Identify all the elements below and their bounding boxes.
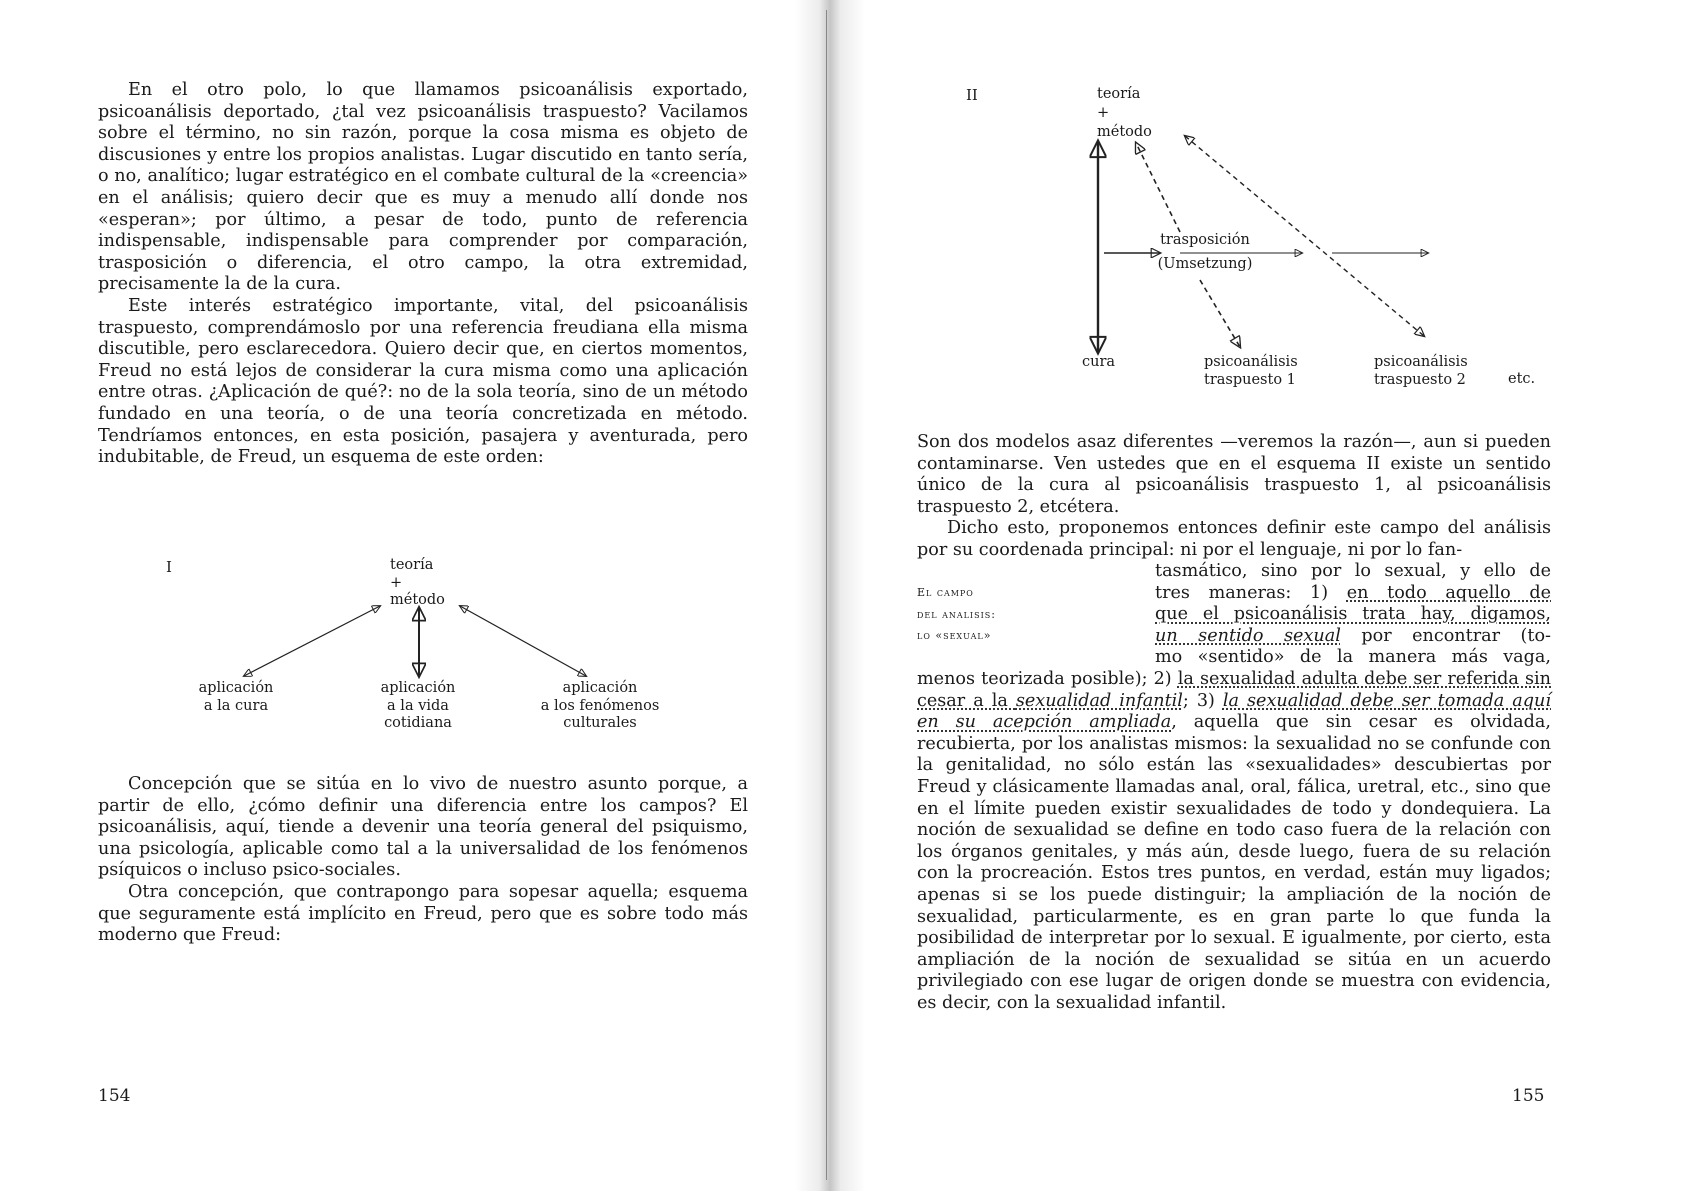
margin-note-line: lo «sexual» — [917, 629, 992, 643]
node-line: aplicación — [198, 680, 274, 696]
node-line: a los fenómenos — [540, 697, 660, 714]
right-side-column — [1155, 561, 1551, 669]
label-line: traspuesto 2 — [1374, 371, 1466, 388]
label-teoria: teoría — [390, 557, 434, 573]
underlined-span: que el psicoanálisis trata hay, digamos, — [1155, 604, 1551, 625]
node-line: cotidiana — [384, 715, 452, 731]
node-line: a la cura — [203, 697, 269, 714]
diagram-numeral: I — [166, 558, 172, 576]
node-line: aplicación — [562, 680, 638, 696]
text-line — [1155, 583, 1551, 605]
label-line: trasposición — [1160, 232, 1250, 248]
text-line — [1155, 604, 1551, 626]
label-traspuesto-1 — [1204, 354, 1298, 389]
page-number: 155 — [1512, 1086, 1545, 1106]
paragraph: Otra concepción, que contrapongo para sopesar aquella; esquema que seguramente está implícito en Freud, pero que es sobre todo más moderno que Freud: — [98, 881, 748, 946]
label-traspuesto-2 — [1374, 354, 1468, 389]
text-span: , aquella que sin cesar es olvidada, recubierta, por los analistas mismos: la sexualidad no se confunde con la genitalidad, no sólo están las «sexualidades» descubiertas por Freud y clásicamente llamadas anal, oral, fálica, uretral, etc., sino que en el límite pueden existir sexualidades de todo y dondequiera. La noción de sexualidad se define en todo caso fuera de la relación con los órganos genitales, y más aún, desde luego, fuera de su relación con la procreación. Estos tres puntos, en verdad, están muy ligados; apenas si se los puede distinguir; la ampliación de la noción de sexualidad, particularmente, es en gran parte lo que funda la posibilidad de interpretar por lo sexual. E igualmente, por cierto, esta ampliación de la noción de sexualidad se sitúa en un acuerdo privilegiado con ese lugar de origen donde se muestra con evidencia, es decir, con la sexualidad infantil. — [917, 712, 1551, 1013]
label-trasposicion — [1140, 232, 1270, 250]
text-span: menos teorizada posible); 2) — [917, 669, 1178, 689]
text-span: ; 3) — [1182, 690, 1223, 711]
page-number: 154 — [98, 1086, 131, 1106]
label-etc: etc. — [1508, 371, 1536, 387]
margin-note-line: El campo — [917, 586, 974, 599]
right-text-block-top — [917, 432, 1551, 562]
label-cura: cura — [1082, 354, 1116, 370]
node-line: aplicación — [380, 680, 456, 696]
underlined-italic-span: un sentido sexual — [1155, 625, 1341, 646]
label-umsetzung — [1140, 256, 1270, 274]
margin-note-line: del analisis: — [917, 607, 996, 621]
paragraph: En el otro polo, lo que llamamos psicoanálisis exportado, psicoanálisis deportado, ¿tal vez psicoanálisis traspuesto? Vacilamos sobre el término, no sin razón, porque la cosa misma es objeto de discusiones y entre los propios analistas. Lugar discutido en tanto sería, o no, analítico; lugar estratégico en el combate cultural de la «creencia» en el análisis; quiero decir que es muy a menudo allí donde nos «esperan»; por último, a pesar de todo, punto de referencia indispensable, indispensable para comprender por comparación, trasposición o diferencia, el otro campo, la otra extremidad, precisamente la de la cura. — [98, 80, 748, 295]
paragraph — [917, 669, 1551, 1015]
paragraph: Concepción que se sitúa en lo vivo de nuestro asunto porque, a partir de ello, ¿cómo definir una diferencia entre los campos? El psicoanálisis, aquí, tiende a devenir una teoría general del psiquismo, una psicología, aplicable como tal a la universalidad de los fenómenos psíquicos o incluso psico-sociales. — [98, 774, 748, 881]
margin-note — [917, 582, 996, 647]
underlined-italic-span: en su acepción ampliada — [917, 712, 1172, 733]
dashed-arrow-metodo-t1-lower — [1200, 280, 1240, 347]
underlined-span: en todo aquello de — [1346, 582, 1551, 603]
label-line: traspuesto 1 — [1204, 371, 1296, 388]
label-plus: + — [1097, 105, 1110, 121]
node-line: a la vida — [387, 697, 449, 714]
label-teoria: teoría — [1097, 86, 1141, 102]
underlined-italic-span: la sexualidad debe ser tomada aquí — [1222, 690, 1551, 711]
paragraph: Este interés estratégico importante, vital, del psicoanálisis traspuesto, comprendámoslo por una referencia freudiana ella misma discutible, pero esclarecedora. Quiero decir que, en ciertos momentos, Freud no está lejos de considerar la cura misma como una aplicación entre otras. ¿Aplicación de qué?: no de la sola teoría, sino de un método fundado en una teoría, o de una teoría concretizada en método. Tendríamos entonces, en esta posición, pasajera y aventurada, pero indubitable, de Freud, un esquema de este orden: — [98, 295, 748, 468]
right-text-block-bottom — [917, 669, 1551, 1015]
paragraph: Son dos modelos asaz diferentes —veremos la razón—, aun si pueden contaminarse. Ven ustedes que en el esquema II existe un sentido único de la cura al psicoanálisis traspuesto 1, al psicoanálisis traspuesto 2, etcétera. — [917, 432, 1551, 517]
label-plus: + — [390, 574, 403, 591]
text-span: tres maneras: 1) — [1155, 582, 1347, 603]
paragraph: Dicho esto, proponemos entonces definir este campo del análisis por su coordenada principal: ni por el lenguaje, ni por lo fan- — [917, 518, 1551, 560]
label-line: (Umsetzung) — [1157, 256, 1253, 272]
text-span: por encontrar (to- — [1340, 625, 1551, 646]
node-line: culturales — [563, 715, 637, 731]
dashed-arrow-metodo-t1-upper — [1136, 143, 1180, 232]
label-line: psicoanálisis — [1204, 354, 1298, 370]
diagram-numeral: II — [966, 86, 978, 104]
label-metodo: método — [390, 592, 445, 608]
underlined-span: la sexualidad adulta debe ser referida sin cesar a la — [917, 669, 1551, 711]
text-line: mo «sentido» de la manera más vaga, — [1155, 647, 1551, 668]
text-line: tasmático, sino por lo sexual, y ello de — [1155, 561, 1551, 581]
label-metodo: método — [1097, 124, 1152, 140]
label-line: psicoanálisis — [1374, 354, 1468, 370]
text-line — [1155, 626, 1551, 648]
underlined-italic-span: sexualidad infantil — [1015, 690, 1183, 711]
